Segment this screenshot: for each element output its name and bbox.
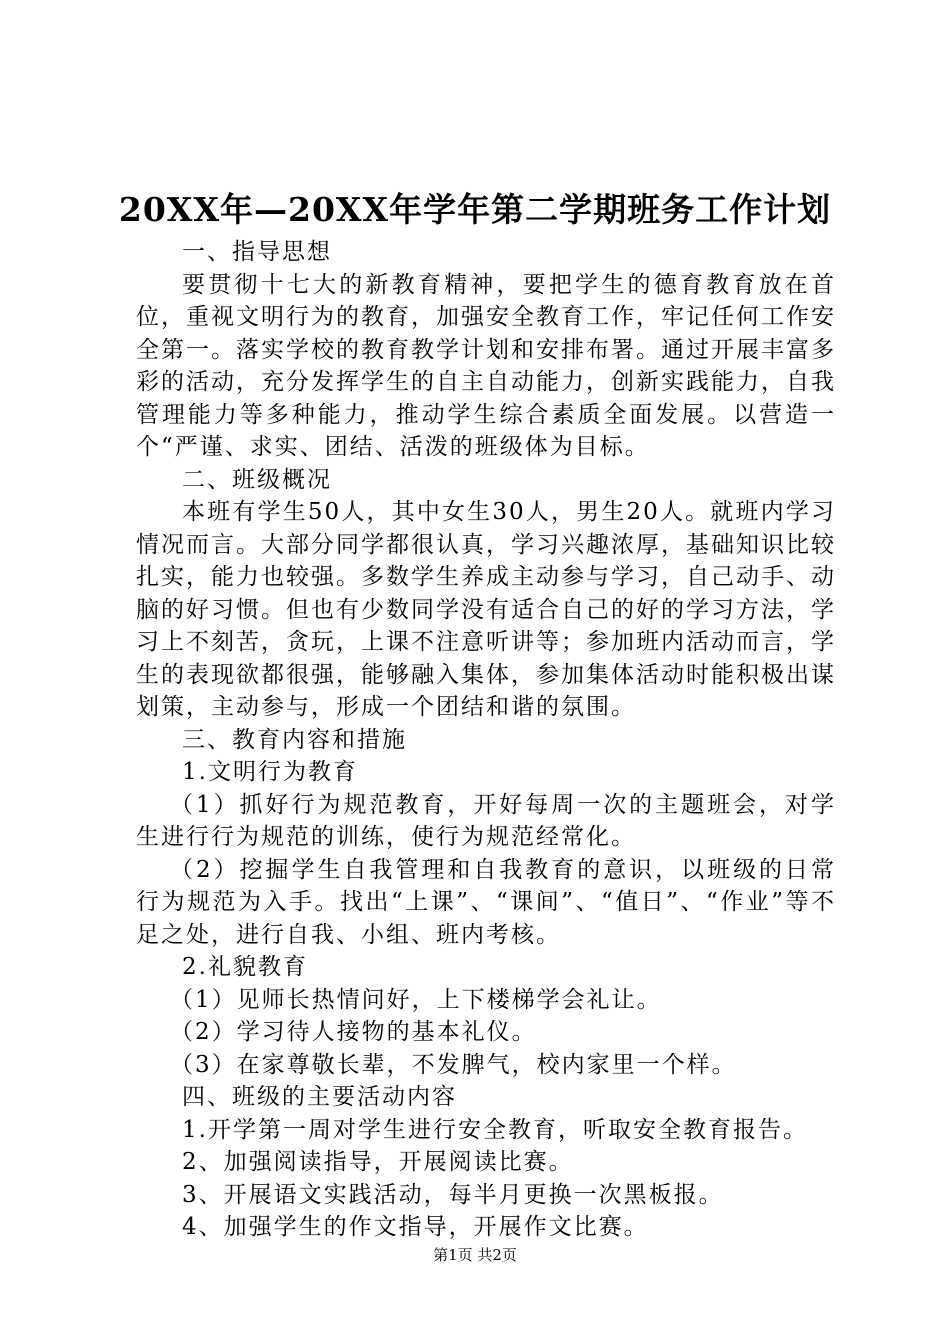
list-item: （3）在家尊敬长辈，不发脾气，校内家里一个样。 [170,1051,737,1078]
list-item: （1）见师长热情问好，上下楼梯学会礼让。 [170,986,662,1013]
list-item: 3、开展语文实践活动，每半月更换一次黑板报。 [182,1181,724,1208]
section-heading-class-overview: 二、班级概况 [182,466,332,493]
list-item: 4、加强学生的作文指导，开展作文比赛。 [182,1214,649,1240]
list-item: 1.开学第一周对学生进行安全教育，听取安全教育报告。 [182,1116,808,1143]
subsection-heading-courtesy: 2.礼貌教育 [182,954,308,980]
paragraph-guiding-thought: 要贯彻十七大的新教育精神，要把学生的德育教育放在首位，重视文明行为的教育，加强安全教育工作，牢记任何工作安全第一。落实学校的教育教学计划和安排布署。通过开展丰富多彩的活动，充分发挥学生的自主自动能力，创新实践能力，自我管理能力等多种能力，推动学生综合素质全面发展。以营造一个“严谨、求实、团结、活泼的班级体为目标。 [136,271,836,460]
list-item: （2）挖掘学生自我管理和自我教育的意识，以班级的日常行为规范为入手。找出“上课”、“课间”、“值日”、“作业”等不足之处，进行自我、小组、班内考核。 [136,856,836,948]
document-title: 20XX年—20XX年学年第二学期班务工作计划 [118,190,832,229]
page-number-footer: 第1页 共2页 [433,1246,517,1264]
document-body [136,236,836,1244]
section-heading-education-measures: 三、教育内容和措施 [182,726,407,753]
section-heading-guiding-thought: 一、指导思想 [182,239,332,265]
list-item: （1）抓好行为规范教育，开好每周一次的主题班会，对学生进行行为规范的训练，使行为规范经常化。 [136,791,836,850]
section-heading-main-activities: 四、班级的主要活动内容 [182,1084,457,1110]
paragraph-class-overview: 本班有学生50人，其中女生30人，男生20人。就班内学习情况而言。大部分同学都很认真，学习兴趣浓厚，基础知识比较扎实，能力也较强。多数学生养成主动参与学习，自己动手、动脑的好习惯。但也有少数同学没有适合自己的好的学习方法，学习上不刻苦，贪玩，上课不注意听讲等；参加班内活动而言，学生的表现欲都很强，能够融入集体，参加集体活动时能积极出谋划策，主动参与，形成一个团结和谐的氛围。 [136,499,836,720]
list-item: 2、加强阅读指导，开展阅读比赛。 [182,1149,574,1175]
list-item: （2）学习待人接物的基本礼仪。 [170,1019,537,1045]
subsection-heading-civilized-behavior: 1.文明行为教育 [182,759,358,785]
